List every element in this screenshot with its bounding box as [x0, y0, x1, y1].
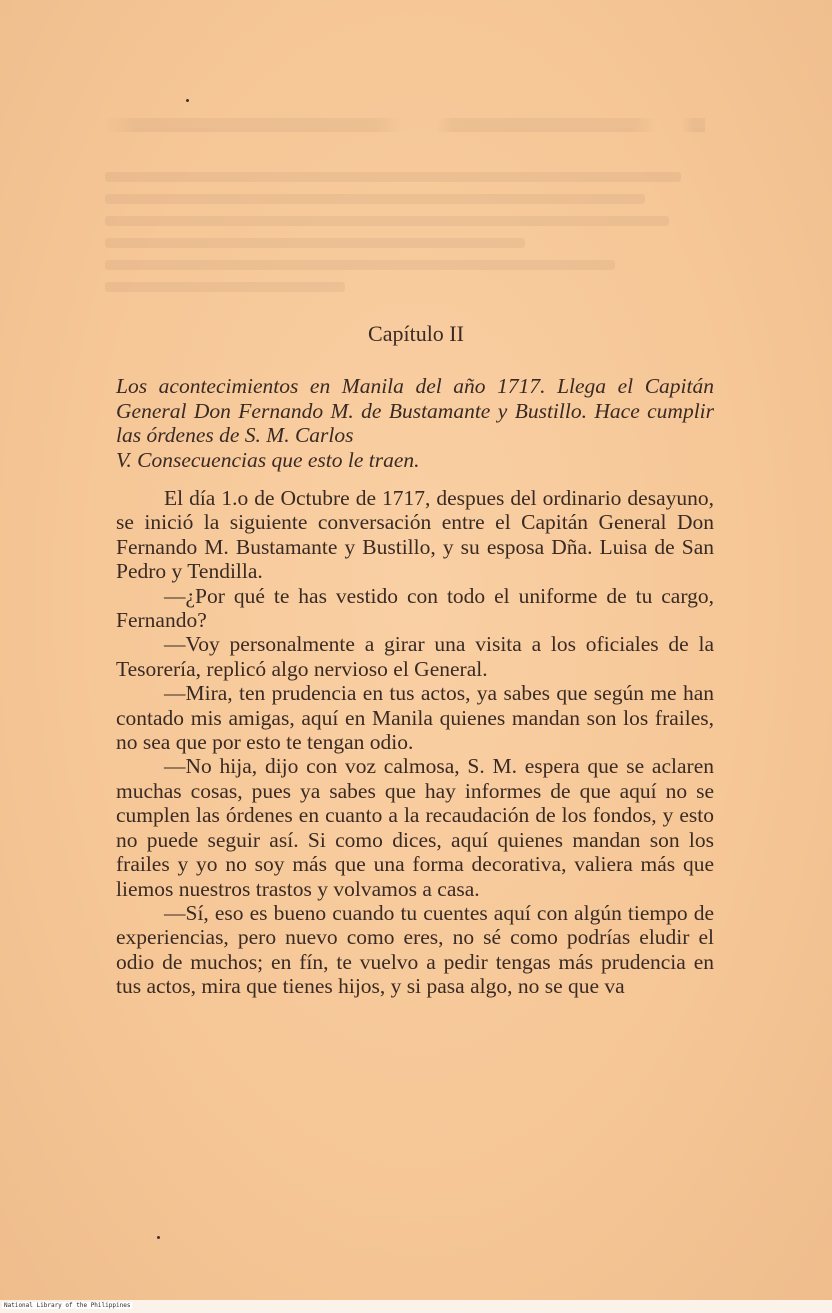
summary-line: el Capitán General Don Fernando M. de Bustamante	[116, 374, 714, 423]
library-watermark: National Library of the Philippines	[4, 1302, 131, 1309]
paper-speck	[186, 99, 189, 102]
chapter-summary	[116, 374, 714, 472]
body-paragraph: El día 1.o de Octubre de 1717, despues del ordinario desayuno, se inició la siguiente conversación entre el Capitán General Don Fernando M. Bustamante y Bustillo, y su esposa Dña. Luisa de San Pedro y Tendilla.	[116, 486, 714, 584]
summary-line: Los acontecimientos en Manila del año 1717. Llega	[116, 374, 607, 398]
body-paragraph: —Mira, ten prudencia en tus actos, ya sabes que según me han contado mis amigas, aquí en Manila quienes mandan son los frailes, no sea que por esto te tengan odio.	[116, 681, 714, 755]
body-paragraph: —Voy personalmente a girar una visita a los oficiales de la Tesorería, replicó algo nervioso el General.	[116, 632, 714, 681]
bleed-through-line	[105, 216, 669, 226]
bleed-through-line	[105, 238, 525, 248]
bleed-through-text	[105, 118, 705, 348]
bleed-through-line	[105, 172, 681, 182]
bleed-through-line	[105, 260, 615, 270]
body-paragraph: —¿Por qué te has vestido con todo el uniforme de tu cargo, Fernando?	[116, 583, 714, 633]
summary-line: y Bustillo. Hace cumplir las órdenes de S. M. Carlos	[116, 398, 715, 447]
summary-line: V. Consecuencias que esto le traen.	[116, 447, 420, 472]
bleed-through-line	[105, 282, 345, 292]
body-paragraph: —Sí, eso es bueno cuando tu cuentes aquí con algún tiempo de experiencias, pero nuevo como eres, no sé como podrías eludir el odio de muchos; en fín, te vuelvo a pedir tengas más prudencia en tus actos, mira que tienes hijos, y si pasa algo, no se que va	[116, 900, 714, 999]
chapter-body	[116, 486, 714, 999]
chapter-title: Capítulo II	[368, 321, 464, 346]
bleed-through-line	[105, 194, 645, 204]
bleed-through-header	[105, 118, 705, 132]
paper-speck	[157, 1236, 160, 1239]
body-paragraph: —No hija, dijo con voz calmosa, S. M. espera que se aclaren muchas cosas, pues ya sabes que hay informes de que aquí no se cumplen las órdenes en cuanto a la recaudación de los fondos, y esto no puede seguir así. Si como dices, aquí quienes mandan son los frailes y yo no soy más que una forma decorativa, valiera más que liemos nuestros trastos y volvamos a casa.	[116, 754, 714, 901]
